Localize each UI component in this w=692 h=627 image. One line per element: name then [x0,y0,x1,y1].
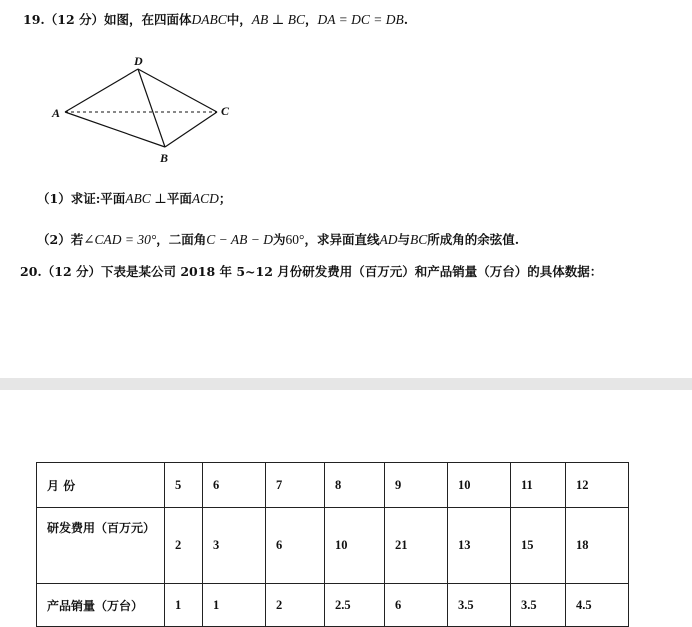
table-cell: 13 [448,508,511,584]
question-20-stem: 20.（12 分）下表是某公司 2018 年 5~12 月份研发费用（百万元）和产品销量（万台）的具体数据： [20,264,603,279]
q19-2-t4: 与 [397,232,410,247]
table-cell: 7 [266,463,325,508]
table-cell: 18 [566,508,629,584]
q19-end: . [403,12,409,27]
table-cell: 5 [165,463,203,508]
table-row-month [37,463,629,508]
tetrahedron-figure [40,48,250,168]
table-cell: 6 [385,584,448,627]
vertex-label-A: A [52,106,61,120]
q19-1-mid: 平面 [166,191,192,206]
q19-2-t1: ，二面角 [156,232,207,247]
q19-2-t3: ，求异面直线 [304,232,380,247]
q19-1-plane-acd: ACD [191,191,219,206]
q19-2-t5: 所成角的余弦值. [427,232,520,247]
q19-prefix: 19.（12 分）如图，在四面体 [23,12,192,27]
q19-equal-condition: DA = DC = DB [317,12,404,27]
table-cell: 10 [325,508,385,584]
table-cell: 6 [203,463,266,508]
question-19-part-1 [37,189,231,207]
edge-DA [65,69,138,112]
table-cell: 12 [566,463,629,508]
page-gap [0,378,692,390]
q19-2-angle: ∠CAD = 30° [83,232,157,247]
row-header-rd-cost: 研发费用（百万元） [37,508,165,584]
row-header-month: 月 份 [37,463,165,508]
q19-2-line-ad: AD [379,232,398,247]
edge-DC [138,69,217,112]
table-cell: 1 [203,584,266,627]
table-cell: 11 [511,463,566,508]
table-cell: 3.5 [448,584,511,627]
vertex-label-D: D [134,54,143,68]
table-cell: 8 [325,463,385,508]
q19-2-dihedral-value: 60° [285,232,305,247]
q19-2-line-bc: BC [409,232,428,247]
q19-2-dihedral: C − AB − D [206,232,274,247]
edge-DB [138,69,165,147]
data-table [36,462,629,627]
edge-AB [65,112,165,147]
table-cell: 10 [448,463,511,508]
table-cell: 2.5 [325,584,385,627]
edge-BC [165,112,217,147]
vertex-label-C: C [221,104,230,118]
q19-sep: ， [304,12,318,27]
table-cell: 3.5 [511,584,566,627]
table-cell: 3 [203,508,266,584]
question-19-part-2 [37,230,519,248]
question-19-stem [23,10,408,28]
q19-2-t2: 为 [273,232,286,247]
table-cell: 15 [511,508,566,584]
table-cell: 21 [385,508,448,584]
table-cell: 1 [165,584,203,627]
row-header-sales: 产品销量（万台） [37,584,165,627]
q19-perp-condition: AB ⊥ BC [251,12,305,27]
q19-1-prefix: （1）求证:平面 [37,191,126,206]
table-row-rd-cost [37,508,629,584]
table-cell: 4.5 [566,584,629,627]
table-cell: 6 [266,508,325,584]
q19-tetrahedron-name: DABC [191,12,227,27]
table-row-sales [37,584,629,627]
table-cell: 9 [385,463,448,508]
q19-1-plane-abc: ABC ⊥ [125,191,167,206]
vertex-label-B: B [160,151,169,165]
q19-2-prefix: （2）若 [37,232,84,247]
q19-mid: 中， [226,12,252,27]
q19-1-end: ； [218,191,232,206]
table-cell: 2 [266,584,325,627]
table-cell: 2 [165,508,203,584]
